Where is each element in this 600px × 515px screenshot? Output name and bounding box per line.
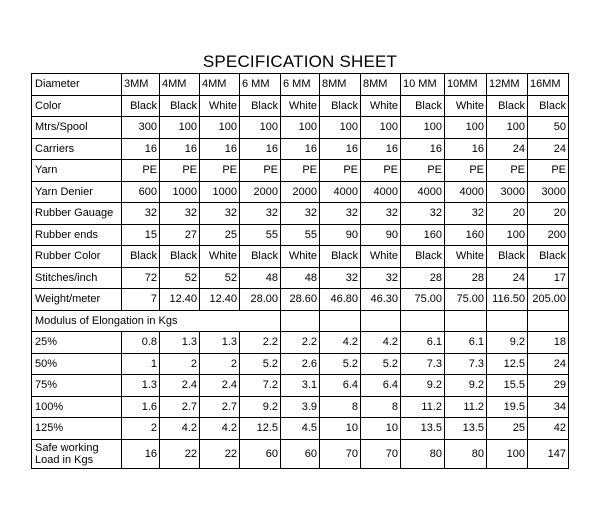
table-cell: 28.00: [240, 289, 281, 311]
table-cell: 200: [528, 224, 569, 246]
table-cell: 100: [445, 117, 487, 139]
table-cell: 25: [200, 224, 240, 246]
table-cell: 16: [240, 138, 281, 160]
table-cell: 116.50: [487, 289, 528, 311]
table-cell: Black: [487, 246, 528, 268]
empty-cell: [320, 310, 361, 332]
table-cell: 32: [122, 203, 160, 225]
table-cell: 16: [401, 138, 445, 160]
elongation-row: [32, 332, 569, 354]
table-cell: Black: [401, 95, 445, 117]
table-cell: 1000: [160, 181, 200, 203]
table-cell: 6 MM: [281, 74, 320, 96]
header-row: [32, 74, 569, 96]
row-label: 50%: [32, 353, 122, 375]
table-cell: White: [361, 95, 401, 117]
table-cell: 160: [445, 224, 487, 246]
table-cell: 7.2: [240, 375, 281, 397]
table-cell: 4.2: [160, 418, 200, 440]
table-cell: 50: [528, 117, 569, 139]
table-cell: White: [361, 246, 401, 268]
table-cell: 10MM: [445, 74, 487, 96]
table-cell: 32: [160, 203, 200, 225]
table-cell: 5.2: [320, 353, 361, 375]
row-label: Color: [32, 95, 122, 117]
table-cell: 12.40: [200, 289, 240, 311]
table-cell: 90: [361, 224, 401, 246]
table-cell: 6.4: [320, 375, 361, 397]
table-cell: 10: [320, 418, 361, 440]
table-cell: PE: [361, 160, 401, 182]
row-label: Yarn: [32, 160, 122, 182]
empty-cell: [528, 310, 569, 332]
table-cell: 12.40: [160, 289, 200, 311]
table-cell: 2: [122, 418, 160, 440]
table-cell: 20: [487, 203, 528, 225]
table-cell: 2.6: [281, 353, 320, 375]
table-cell: White: [281, 246, 320, 268]
table-cell: Black: [320, 246, 361, 268]
table-cell: 32: [240, 203, 281, 225]
row-label: 75%: [32, 375, 122, 397]
table-cell: 32: [320, 267, 361, 289]
table-cell: 12MM: [487, 74, 528, 96]
row-label: Safe working Load in Kgs: [32, 439, 122, 468]
table-cell: 2: [200, 353, 240, 375]
table-cell: 9.2: [401, 375, 445, 397]
row-label: Mtrs/Spool: [32, 117, 122, 139]
table-cell: 9.2: [487, 332, 528, 354]
table-cell: 6.4: [361, 375, 401, 397]
table-cell: 160: [401, 224, 445, 246]
table-cell: 1000: [200, 181, 240, 203]
table-cell: 7.3: [401, 353, 445, 375]
table-cell: 16: [160, 138, 200, 160]
table-cell: 52: [160, 267, 200, 289]
table-cell: 100: [361, 117, 401, 139]
row-label: Carriers: [32, 138, 122, 160]
table-cell: 5.2: [240, 353, 281, 375]
table-cell: 15: [122, 224, 160, 246]
table-cell: PE: [401, 160, 445, 182]
table-cell: 48: [240, 267, 281, 289]
table-cell: 32: [361, 203, 401, 225]
table-cell: 32: [320, 203, 361, 225]
table-cell: 18: [528, 332, 569, 354]
table-cell: 1.3: [200, 332, 240, 354]
table-cell: 300: [122, 117, 160, 139]
section-row: [32, 310, 569, 332]
row-label: Weight/meter: [32, 289, 122, 311]
table-row: [32, 224, 569, 246]
table-cell: 25: [487, 418, 528, 440]
table-cell: 60: [281, 439, 320, 468]
table-cell: 34: [528, 396, 569, 418]
table-cell: 22: [200, 439, 240, 468]
table-row: [32, 289, 569, 311]
table-cell: 70: [361, 439, 401, 468]
table-cell: 2.2: [281, 332, 320, 354]
table-cell: 16: [445, 138, 487, 160]
table-cell: 10 MM: [401, 74, 445, 96]
table-cell: 1.3: [122, 375, 160, 397]
table-cell: 20: [528, 203, 569, 225]
table-cell: PE: [160, 160, 200, 182]
table-cell: 600: [122, 181, 160, 203]
table-cell: 32: [361, 267, 401, 289]
table-row: [32, 95, 569, 117]
empty-cell: [281, 310, 320, 332]
table-cell: 4000: [445, 181, 487, 203]
table-cell: 55: [281, 224, 320, 246]
table-cell: 147: [528, 439, 569, 468]
table-cell: 42: [528, 418, 569, 440]
table-cell: 3.9: [281, 396, 320, 418]
table-cell: 100: [487, 439, 528, 468]
empty-cell: [361, 310, 401, 332]
table-cell: 16: [200, 138, 240, 160]
table-cell: 1.3: [160, 332, 200, 354]
table-cell: 4.2: [200, 418, 240, 440]
table-cell: Black: [320, 95, 361, 117]
table-cell: 17: [528, 267, 569, 289]
table-cell: White: [200, 246, 240, 268]
table-cell: 100: [200, 117, 240, 139]
row-label: 125%: [32, 418, 122, 440]
table-cell: 28.60: [281, 289, 320, 311]
table-cell: White: [445, 95, 487, 117]
table-cell: PE: [320, 160, 361, 182]
elongation-row: [32, 375, 569, 397]
table-cell: PE: [528, 160, 569, 182]
table-cell: Black: [528, 246, 569, 268]
table-cell: 13.5: [401, 418, 445, 440]
table-cell: 6.1: [401, 332, 445, 354]
table-cell: 60: [240, 439, 281, 468]
table-cell: 100: [240, 117, 281, 139]
empty-cell: [487, 310, 528, 332]
table-cell: 4MM: [160, 74, 200, 96]
row-label: Rubber Gauage: [32, 203, 122, 225]
table-cell: 11.2: [401, 396, 445, 418]
table-cell: 100: [160, 117, 200, 139]
table-cell: 8MM: [320, 74, 361, 96]
table-cell: 6.1: [445, 332, 487, 354]
table-cell: 90: [320, 224, 361, 246]
table-cell: 8: [320, 396, 361, 418]
table-cell: 19.5: [487, 396, 528, 418]
table-cell: 205.00: [528, 289, 569, 311]
table-row: [32, 203, 569, 225]
table-cell: 8MM: [361, 74, 401, 96]
table-cell: Black: [240, 95, 281, 117]
table-cell: 27: [160, 224, 200, 246]
table-cell: 8: [361, 396, 401, 418]
table-cell: 4MM: [200, 74, 240, 96]
row-label: 100%: [32, 396, 122, 418]
table-cell: 7: [122, 289, 160, 311]
sheet-title: SPECIFICATION SHEET: [202, 52, 398, 71]
table-cell: PE: [200, 160, 240, 182]
table-cell: Black: [160, 246, 200, 268]
table-cell: 32: [401, 203, 445, 225]
table-cell: 3.1: [281, 375, 320, 397]
table-cell: PE: [281, 160, 320, 182]
specification-table: [31, 73, 569, 469]
table-cell: 100: [320, 117, 361, 139]
table-cell: 16: [122, 138, 160, 160]
table-cell: 3MM: [122, 74, 160, 96]
table-cell: 32: [200, 203, 240, 225]
table-cell: 10: [361, 418, 401, 440]
table-cell: 2.7: [200, 396, 240, 418]
table-cell: White: [200, 95, 240, 117]
table-row: [32, 117, 569, 139]
table-cell: 4.2: [320, 332, 361, 354]
table-cell: 16: [320, 138, 361, 160]
table-cell: 28: [445, 267, 487, 289]
table-cell: 12.5: [487, 353, 528, 375]
table-cell: 16: [361, 138, 401, 160]
table-cell: 46.30: [361, 289, 401, 311]
table-cell: 48: [281, 267, 320, 289]
row-label: Yarn Denier: [32, 181, 122, 203]
row-label: Stitches/inch: [32, 267, 122, 289]
table-row: [32, 160, 569, 182]
table-cell: Black: [160, 95, 200, 117]
table-cell: 100: [401, 117, 445, 139]
table-cell: 70: [320, 439, 361, 468]
table-cell: 24: [487, 267, 528, 289]
row-label: Rubber ends: [32, 224, 122, 246]
table-cell: White: [281, 95, 320, 117]
table-cell: 9.2: [240, 396, 281, 418]
table-cell: Black: [487, 95, 528, 117]
table-cell: 46.80: [320, 289, 361, 311]
table-cell: 4000: [401, 181, 445, 203]
table-row: [32, 181, 569, 203]
table-cell: 2: [160, 353, 200, 375]
table-cell: 0.8: [122, 332, 160, 354]
table-cell: 1.6: [122, 396, 160, 418]
elongation-row: [32, 396, 569, 418]
table-cell: PE: [240, 160, 281, 182]
table-cell: 55: [240, 224, 281, 246]
table-cell: White: [445, 246, 487, 268]
table-cell: 24: [528, 353, 569, 375]
elongation-row: [32, 418, 569, 440]
table-cell: 5.2: [361, 353, 401, 375]
table-cell: 1: [122, 353, 160, 375]
table-cell: PE: [487, 160, 528, 182]
table-cell: 2.2: [240, 332, 281, 354]
row-label: Rubber Color: [32, 246, 122, 268]
elongation-row: [32, 353, 569, 375]
table-cell: 24: [487, 138, 528, 160]
empty-cell: [401, 310, 445, 332]
table-cell: 100: [281, 117, 320, 139]
table-cell: 16MM: [528, 74, 569, 96]
table-cell: 15.5: [487, 375, 528, 397]
table-cell: 100: [487, 224, 528, 246]
table-row: [32, 246, 569, 268]
table-cell: 4.5: [281, 418, 320, 440]
safe-load-row: [32, 439, 569, 468]
table-row: [32, 138, 569, 160]
table-cell: Black: [528, 95, 569, 117]
table-cell: 4000: [320, 181, 361, 203]
table-cell: 80: [401, 439, 445, 468]
section-label: Modulus of Elongation in Kgs: [32, 310, 240, 332]
table-cell: 32: [445, 203, 487, 225]
table-row: [32, 267, 569, 289]
table-cell: 100: [487, 117, 528, 139]
empty-cell: [445, 310, 487, 332]
table-cell: 2.4: [200, 375, 240, 397]
row-label: 25%: [32, 332, 122, 354]
table-cell: 6 MM: [240, 74, 281, 96]
table-cell: 13.5: [445, 418, 487, 440]
table-cell: 24: [528, 138, 569, 160]
table-cell: 4.2: [361, 332, 401, 354]
table-cell: 22: [160, 439, 200, 468]
row-label: Diameter: [32, 74, 122, 96]
table-cell: 12.5: [240, 418, 281, 440]
table-cell: 52: [200, 267, 240, 289]
table-cell: 28: [401, 267, 445, 289]
table-cell: Black: [401, 246, 445, 268]
table-cell: 75.00: [445, 289, 487, 311]
table-cell: 16: [122, 439, 160, 468]
table-cell: 7.3: [445, 353, 487, 375]
table-cell: 75.00: [401, 289, 445, 311]
table-cell: PE: [122, 160, 160, 182]
table-cell: 72: [122, 267, 160, 289]
table-cell: PE: [445, 160, 487, 182]
table-cell: 2000: [240, 181, 281, 203]
table-cell: 11.2: [445, 396, 487, 418]
table-cell: 16: [281, 138, 320, 160]
table-cell: 80: [445, 439, 487, 468]
table-cell: 29: [528, 375, 569, 397]
table-cell: Black: [240, 246, 281, 268]
table-cell: 2.7: [160, 396, 200, 418]
table-cell: 3000: [487, 181, 528, 203]
table-cell: Black: [122, 246, 160, 268]
table-cell: 9.2: [445, 375, 487, 397]
table-cell: 32: [281, 203, 320, 225]
table-cell: 4000: [361, 181, 401, 203]
empty-cell: [240, 310, 281, 332]
table-cell: Black: [122, 95, 160, 117]
table-cell: 2.4: [160, 375, 200, 397]
table-cell: 2000: [281, 181, 320, 203]
table-cell: 3000: [528, 181, 569, 203]
